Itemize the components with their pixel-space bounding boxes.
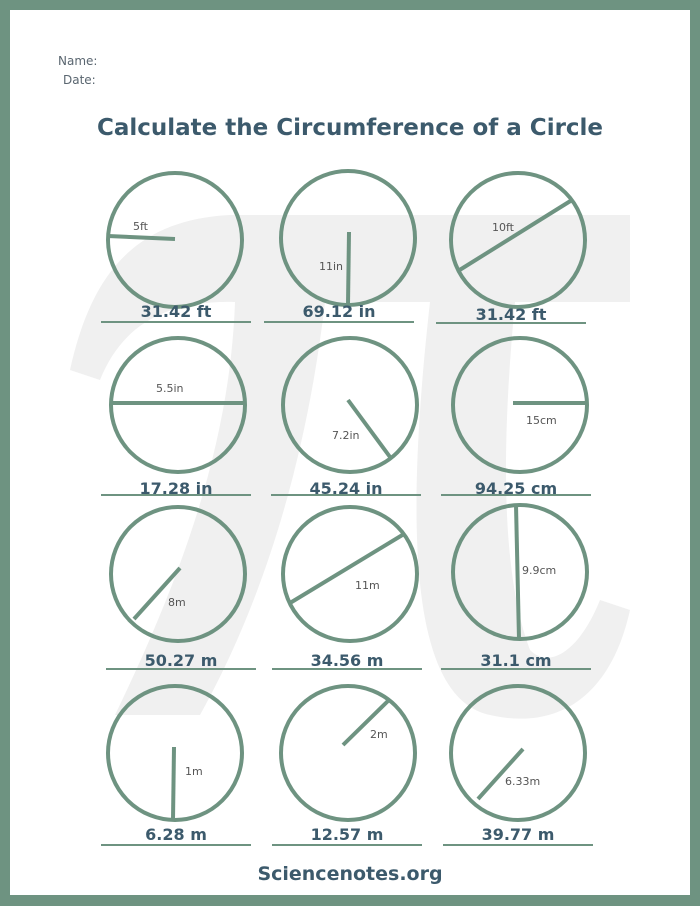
circle-problem-11 (278, 683, 418, 823)
answer-text: 31.1 cm (480, 651, 552, 670)
answer-text: 6.28 m (145, 825, 207, 844)
measure-label: 1m (185, 765, 203, 778)
circle-problem-10 (105, 683, 245, 823)
footer-site-name: Sciencenotes.org (257, 863, 443, 885)
circle-problem-5 (280, 335, 420, 475)
answer-text: 12.57 m (310, 825, 384, 844)
measure-label: 7.2in (332, 429, 360, 442)
answer-line (106, 668, 256, 670)
measure-label: 10ft (492, 221, 514, 234)
circle-problem-1 (105, 170, 245, 310)
measure-label: 11m (355, 579, 380, 592)
answer-text: 50.27 m (144, 651, 218, 670)
measure-label: 2m (370, 728, 388, 741)
circle-problem-2 (278, 168, 418, 308)
measure-label: 5.5in (156, 382, 184, 395)
measure-label: 6.33m (505, 775, 541, 788)
circle-problem-9 (450, 502, 590, 642)
answer-line (101, 321, 251, 323)
date-label: Date: (63, 73, 96, 87)
answer-line (441, 494, 591, 496)
worksheet-page (10, 10, 690, 895)
circle-problem-7 (108, 504, 248, 644)
answer-line (101, 494, 251, 496)
answer-line (436, 322, 586, 324)
circle-problem-8 (280, 504, 420, 644)
answer-text: 94.25 cm (474, 479, 558, 498)
circle-problem-3 (448, 170, 588, 310)
answer-line (272, 668, 422, 670)
answer-line (441, 668, 591, 670)
answer-line (443, 844, 593, 846)
measure-label: 5ft (133, 220, 148, 233)
measure-label: 15cm (526, 414, 557, 427)
answer-text: 31.42 ft (140, 302, 212, 321)
answer-line (264, 321, 414, 323)
answer-text: 31.42 ft (475, 305, 547, 324)
answer-text: 69.12 in (302, 302, 376, 321)
name-label: Name: (58, 54, 98, 68)
answer-text: 39.77 m (481, 825, 555, 844)
answer-text: 17.28 in (139, 479, 213, 498)
circle-problem-12 (448, 683, 588, 823)
answer-text: 45.24 in (309, 479, 383, 498)
measure-label: 11in (319, 260, 344, 273)
circle-problem-4 (108, 335, 248, 475)
answer-line (101, 844, 251, 846)
answer-text: 34.56 m (310, 651, 384, 670)
measure-label: 8m (168, 596, 186, 609)
answer-line (271, 494, 421, 496)
answer-line (272, 844, 422, 846)
page-title: Calculate the Circumference of a Circle (96, 115, 604, 141)
circle-problem-6 (450, 335, 590, 475)
measure-label: 9.9cm (522, 564, 557, 577)
